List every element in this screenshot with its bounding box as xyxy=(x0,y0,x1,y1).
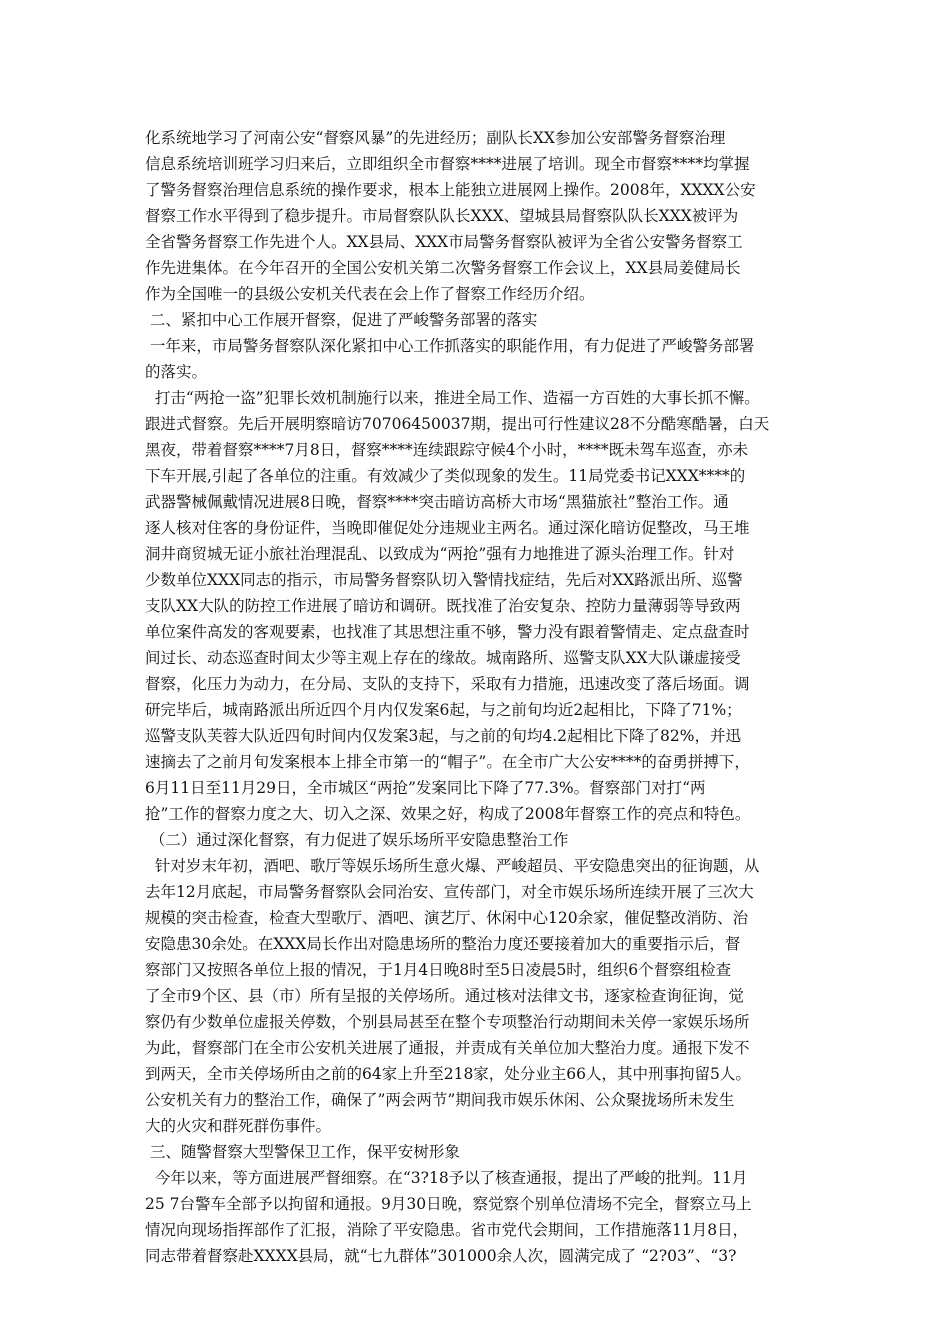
text-line: 针对岁末年初，酒吧、歌厅等娱乐场所生意火爆、严峻超员、平安隐患突出的征询题，从 xyxy=(145,857,760,875)
text-line: 的落实。 xyxy=(145,363,208,381)
text-line: 研完毕后，城南路派出所近四个月内仅发案6起，与之前旬均近2起相比，下降了71%； xyxy=(145,701,742,719)
text-line: 全省警务督察工作先进个人。XX县局、XXX市局警务督察队被评为全省公安警务督察工 xyxy=(145,233,743,251)
text-line: 到两天，全市关停场所由之前的64家上升至218家，处分业主66人，其中刑事拘留5人。 xyxy=(145,1065,751,1083)
text-line: 化系统地学习了河南公安“督察风暴”的先进经历；副队长XX参加公安部警务督察治理 xyxy=(145,129,726,147)
text-line: 情况向现场指挥部作了汇报，消除了平安隐患。省市党代会期间，工作措施落11月8日， xyxy=(145,1221,749,1239)
text-line: 同志带着督察赴XXXX县局，就“七九群体”301000余人次，圆满完成了 “2?03”、“3? xyxy=(145,1247,737,1265)
text-line: 抢”工作的督察力度之大、切入之深、效果之好，构成了2008年督察工作的亮点和特色。 xyxy=(145,805,751,823)
text-line: 支队XX大队的防控工作进展了暗访和调研。既找准了治安复杂、控防力量薄弱等导致两 xyxy=(145,597,741,615)
text-line: 作先进集体。在今年召开的全国公安机关第二次警务督察工作会议上，XX县局姜健局长 xyxy=(145,259,741,277)
text-line: 武器警械佩戴情况进展8日晚，督察****突击暗访高桥大市场“黑猫旅社”整治工作。通 xyxy=(145,493,729,511)
document-body xyxy=(145,125,810,1269)
text-line: 间过长、动态巡查时间太少等主观上存在的缘故。城南路所、巡警支队XX大队谦虚接受 xyxy=(145,649,741,667)
text-line: 单位案件高发的客观要素，也找准了其思想注重不够，警力没有跟着警情走、定点盘查时 xyxy=(145,623,750,641)
text-line: 6月11日至11月29日，全市城区“两抢”发案同比下降了77.3%。督察部门对打“两 xyxy=(145,779,706,797)
text-line: 大的火灾和群死群伤事件。 xyxy=(145,1117,332,1135)
text-line: 巡警支队芙蓉大队近四旬时间内仅发案3起，与之前的旬均4.2起相比下降了82%，并迅 xyxy=(145,727,741,745)
text-line: 一年来，市局警务督察队深化紧扣中心工作抓落实的职能作用，有力促进了严峻警务部署 xyxy=(145,337,755,355)
text-line: 黑夜，带着督察****7月8日，督察****连续跟踪守候4个小时，****既未驾车巡查，亦未 xyxy=(145,441,749,459)
text-line: 25 7台警车全部予以拘留和通报。9月30日晚，察觉察个别单位清场不完全，督察立马上 xyxy=(145,1195,752,1213)
text-line: 督察工作水平得到了稳步提升。市局督察队队长XXX、望城县局督察队队长XXX被评为 xyxy=(145,207,739,225)
text-line: 跟进式督察。先后开展明察暗访70706450037期，提出可行性建议28不分酷寒酷暑，白天 xyxy=(145,415,770,433)
text-line: 了警务督察治理信息系统的操作要求，根本上能独立进展网上操作。2008年，XXXX公安 xyxy=(145,181,756,199)
section-heading: （二）通过深化督察，有力促进了娱乐场所平安隐患整治工作 xyxy=(145,831,569,849)
text-line: 逐人核对住客的身份证件，当晚即催促处分违规业主两名。通过深化暗访促整改，马王堆 xyxy=(145,519,750,537)
text-line: 信息系统培训班学习归来后，立即组织全市督察****进展了培训。现全市督察****均掌握 xyxy=(145,155,750,173)
text-line: 作为全国唯一的县级公安机关代表在会上作了督察工作经历介绍。 xyxy=(145,285,595,303)
text-line: 公安机关有力的整治工作，确保了”两会两节”期间我市娱乐休闲、公众聚拢场所未发生 xyxy=(145,1091,735,1109)
text-line: 速摘去了之前月旬发案根本上排全市第一的“帽子”。在全市广大公安****的奋勇拼搏下， xyxy=(145,753,750,771)
section-heading: 三、随警督察大型警保卫工作，保平安树形象 xyxy=(145,1143,460,1161)
text-line: 了全市9个区、县（市）所有呈报的关停场所。通过核对法律文书，逐家检查询征询，觉 xyxy=(145,987,744,1005)
text-line: 洞井商贸城无证小旅社治理混乱、以致成为“两抢”强有力地推进了源头治理工作。针对 xyxy=(145,545,735,563)
text-line: 察仍有少数单位虚报关停数，个别县局甚至在整个专项整治行动期间未关停一家娱乐场所 xyxy=(145,1013,750,1031)
text-line: 安隐患30余处。在XXX局长作出对隐患场所的整治力度还要接着加大的重要指示后，督 xyxy=(145,935,741,953)
text-line: 少数单位XXX同志的指示，市局警务督察队切入警情找症结，先后对XX路派出所、巡警 xyxy=(145,571,743,589)
text-line: 打击“两抢一盗”犯罪长效机制施行以来，推进全局工作、造福一方百姓的大事长抓不懈。 xyxy=(145,389,760,407)
text-line: 今年以来，等方面进展严督细察。在“3?18予以了核查通报，提出了严峻的批判。11月 xyxy=(145,1169,748,1187)
text-line: 下车开展,引起了各单位的注重。有效减少了类似现象的发生。11局党委书记XXX****的 xyxy=(145,467,746,485)
text-line: 督察，化压力为动力，在分局、支队的支持下，采取有力措施，迅速改变了落后场面。调 xyxy=(145,675,750,693)
section-heading: 二、紧扣中心工作展开督察，促进了严峻警务部署的落实 xyxy=(145,311,538,329)
text-line: 察部门又按照各单位上报的情况，于1月4日晚8时至5日凌晨5时，组织6个督察组检查 xyxy=(145,961,732,979)
text-line: 去年12月底起，市局警务督察队会同治安、宣传部门，对全市娱乐场所连续开展了三次大 xyxy=(145,883,754,901)
text-line: 为此，督察部门在全市公安机关进展了通报，并责成有关单位加大整治力度。通报下发不 xyxy=(145,1039,750,1057)
text-line: 规模的突击检查，检查大型歌厅、酒吧、演艺厅、休闲中心120余家，催促整改消防、治 xyxy=(145,909,749,927)
